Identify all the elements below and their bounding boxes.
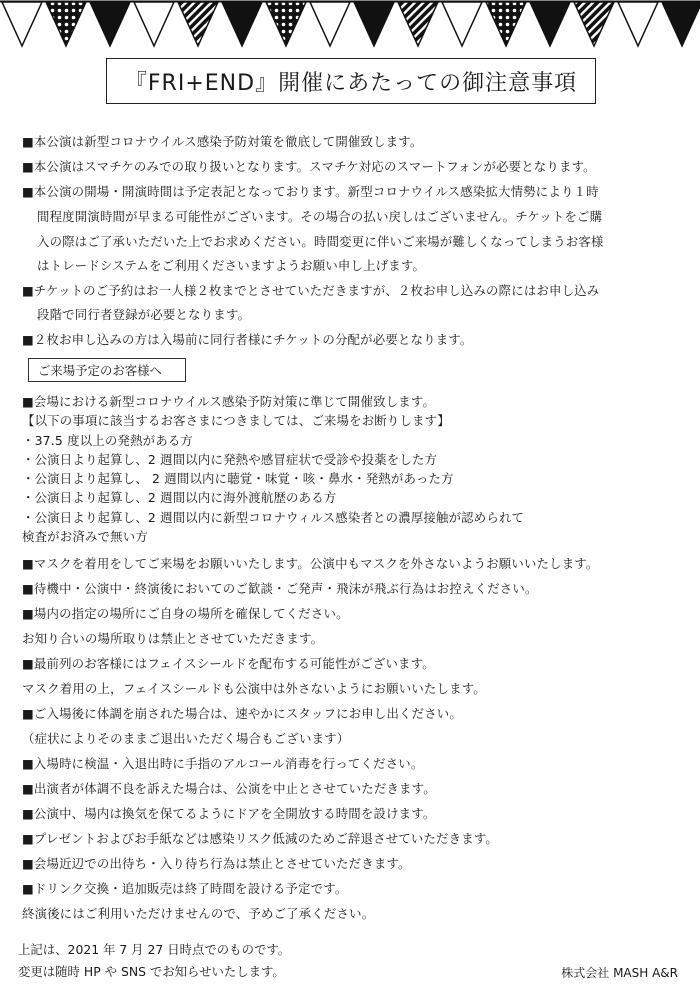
guest-line: ■出演者が体調不良を訴えた場合は、公演を中止とさせていただきます。 — [22, 781, 436, 796]
notice-line: 段階で同行者登録が必要となります。 — [37, 307, 251, 322]
notice-line: ■本公演はスマチケのみでの取り扱いとなります。スマチケ対応のスマートフォンが必要となります。 — [22, 159, 596, 174]
guest-line: ・公演日より起算し、2 週間以内に新型コロナウィルス感染者との濃厚接触が認められて — [22, 510, 525, 525]
guest-line: ■待機中・公演中・終演後においてのご歓談・ご発声・飛沫が飛ぶ行為はお控えください。 — [22, 581, 538, 596]
company-name: 株式会社 MASH A&R — [561, 966, 678, 980]
page-title: 『FRI+END』開催にあたっての御注意事項 — [106, 58, 596, 104]
guest-line: ■入場時に検温・入退出時に手指のアルコール消毒を行ってください。 — [22, 756, 424, 771]
notice-line: ■チケットのご予約はお一人様２枚までとさせていただきますが、２枚お申し込みの際にはお申し込み — [22, 283, 600, 298]
guest-line: 【以下の事項に該当するお客さまにつきましては、ご来場をお断りします】 — [22, 413, 450, 428]
notice-line: 入の際はご了承いただいた上でお求めください。時間変更に伴いご来場が難しくなってしまうお客様 — [37, 234, 604, 249]
footer-date-note: 上記は、2021 年 7 月 27 日時点でのものです。 — [18, 942, 291, 957]
guest-line: ・37.5 度以上の発熱がある方 — [22, 433, 194, 448]
guest-line: ・公演日より起算し、2 週間以内に発熱や感冒症状で受診や投薬をした方 — [22, 452, 438, 467]
notice-line: ■本公演の開場・開演時間は予定表記となっております。新型コロナウイルス感染拡大情勢により１時 — [22, 184, 599, 199]
notice-line: はトレードシステムをご利用くださいますようお願い申し上げます。 — [37, 258, 426, 273]
guest-line: ■会場近辺での出待ち・入り待ち行為は禁止とさせていただきます。 — [22, 856, 411, 871]
notice-line: 間程度開演時間が早まる可能性がございます。その場合の払い戻しはございません。チケットをご購 — [37, 209, 603, 224]
guest-line: ■公演中、場内は換気を保てるようにドアを全開放する時間を設けます。 — [22, 806, 436, 821]
notice-line: ■２枚お申し込みの方は入場前に同行者様にチケットの分配が必要となります。 — [22, 332, 473, 347]
guest-line: ■プレゼントおよびお手紙などは感染リスク低減のためご辞退させていただきます。 — [22, 831, 499, 846]
guest-line: ・公演日より起算し、2 週間以内に海外渡航歴のある方 — [22, 490, 337, 505]
footer-update-note: 変更は随時 HP や SNS でお知らせいたします。 — [18, 964, 285, 979]
guests-heading: ご来場予定のお客様へ — [28, 358, 186, 382]
guest-line: （症状によりそのままご退出いただく場合もございます） — [22, 731, 350, 746]
guest-line: 終演後にはご利用いただけませんので、予めご了承ください。 — [22, 906, 375, 921]
guest-line: ■最前列のお客様にはフェイスシールドを配布する可能性がございます。 — [22, 656, 435, 671]
guest-line: ■ご入場後に体調を崩された場合は、速やかにスタッフにお申し出ください。 — [22, 706, 462, 721]
guest-line: ■会場における新型コロナウイルス感染予防対策に準じて開催致します。 — [22, 394, 436, 409]
notice-line: ■本公演は新型コロナウイルス感染予防対策を徹底して開催致します。 — [22, 134, 423, 149]
guest-line: ・公演日より起算し、 2 週間以内に聴覚・味覚・咳・鼻水・発熱があった方 — [22, 471, 454, 486]
guest-line: ■マスクを着用をしてご来場をお願いいたします。公演中もマスクを外さないようお願いいたします。 — [22, 556, 599, 571]
guest-line: ■ドリンク交換・追加販売は終了時間を設ける予定です。 — [22, 881, 348, 896]
guest-line: マスク着用の上，フェイスシールドも公演中は外さないようにお願いいたします。 — [22, 681, 486, 696]
guest-line: お知り合いの場所取りは禁止とさせていただきます。 — [22, 631, 324, 646]
guest-line: ■場内の指定の場所にご自身の場所を確保してください。 — [22, 606, 349, 621]
guest-line: 検査がお済みで無い方 — [22, 529, 148, 544]
